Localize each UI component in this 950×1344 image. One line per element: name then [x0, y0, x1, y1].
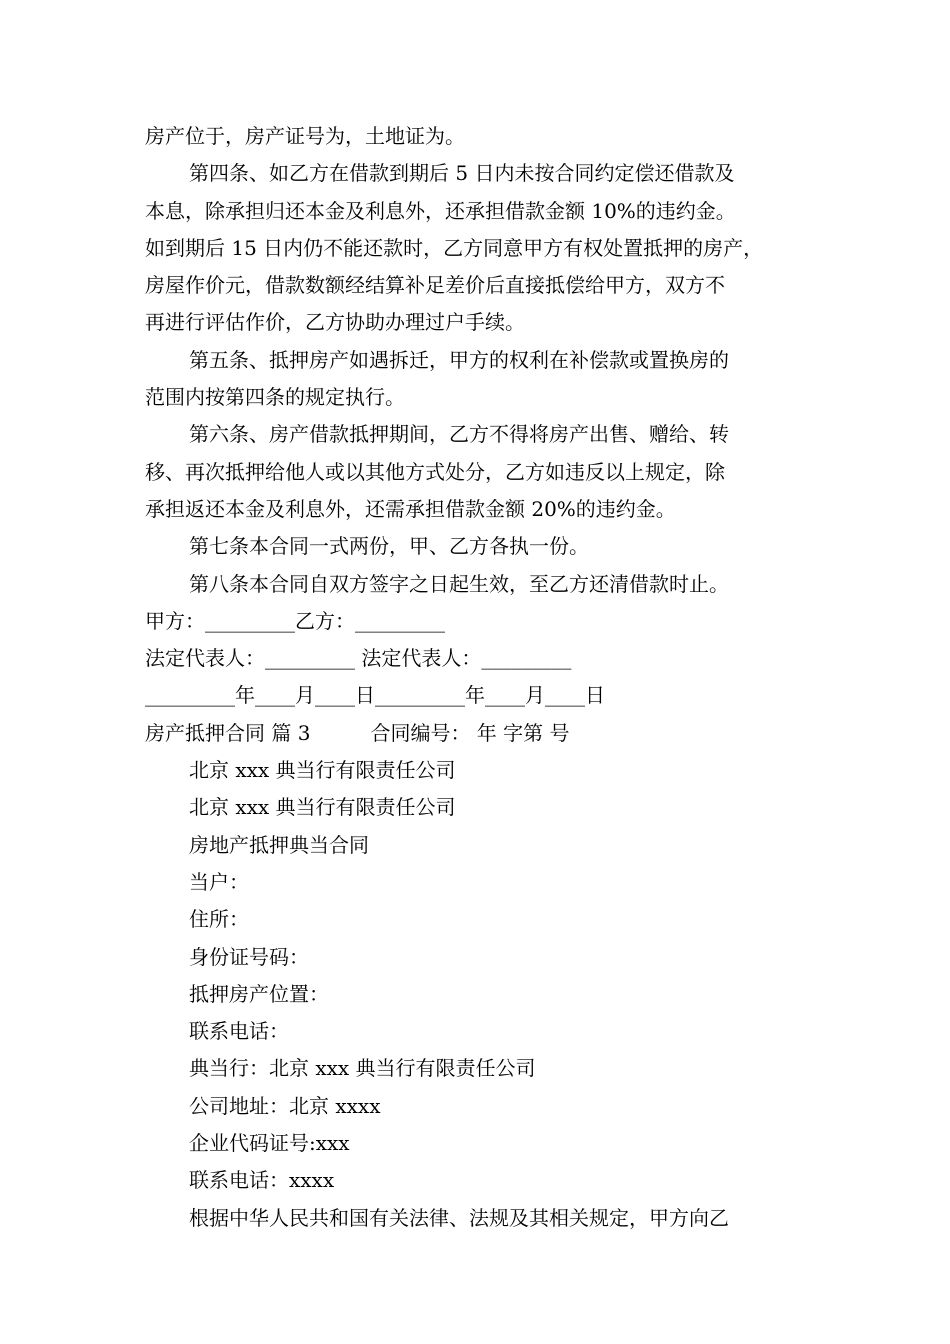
- field-line: 企业代码证号:xxx: [189, 1131, 350, 1156]
- paragraph-line: 再进行评估作价，乙方协助办理过户手续。: [145, 310, 525, 335]
- field-line: 联系电话：xxxx: [189, 1168, 335, 1193]
- paragraph-line: 房屋作价元，借款数额经结算补足差价后直接抵偿给甲方，双方不: [145, 273, 725, 298]
- contract-number: 合同编号： 年 字第 号: [370, 720, 570, 745]
- paragraph-line: 第五条、抵押房产如遇拆迁，甲方的权利在补偿款或置换房的: [189, 347, 729, 372]
- field-line: 当户：: [189, 869, 249, 894]
- paragraph-line: 如到期后 15 日内仍不能还款时，乙方同意甲方有权处置抵押的房产，: [145, 235, 764, 260]
- company-name-line: 北京 xxx 典当行有限责任公司: [189, 795, 456, 820]
- section-title: 房产抵押合同 篇 3: [145, 720, 311, 745]
- signature-line-parties: 甲方：_________乙方：_________: [145, 608, 445, 633]
- signature-line-dates: _________年____月____日_________年____月____日: [145, 683, 605, 708]
- paragraph-line: 本息，除承担归还本金及利息外，还承担借款金额 10%的违约金。: [145, 198, 736, 223]
- paragraph-line: 承担返还本金及利息外，还需承担借款金额 20%的违约金。: [145, 496, 676, 521]
- signature-line-representatives: 法定代表人：_________ 法定代表人：_________: [145, 646, 572, 671]
- paragraph-line: 第四条、如乙方在借款到期后 5 日内未按合同约定偿还借款及: [189, 161, 735, 186]
- paragraph-line: 第八条本合同自双方签字之日起生效，至乙方还清借款时止。: [189, 571, 729, 596]
- field-line: 典当行：北京 xxx 典当行有限责任公司: [189, 1056, 536, 1081]
- field-line: 抵押房产位置：: [189, 981, 329, 1006]
- paragraph-line: 第六条、房产借款抵押期间，乙方不得将房产出售、赠给、转: [189, 422, 729, 447]
- paragraph-line: 根据中华人民共和国有关法律、法规及其相关规定，甲方向乙: [189, 1205, 729, 1230]
- document-body: [145, 118, 810, 1237]
- paragraph-line: 范围内按第四条的规定执行。: [145, 385, 405, 410]
- field-line: 住所：: [189, 907, 249, 932]
- field-line: 身份证号码：: [189, 944, 309, 969]
- field-line: 公司地址：北京 xxxx: [189, 1093, 381, 1118]
- paragraph-line: 房产位于，房产证号为，土地证为。: [145, 124, 465, 148]
- field-line: 联系电话：: [189, 1019, 289, 1044]
- contract-heading: 房地产抵押典当合同: [189, 832, 369, 857]
- paragraph-line: 移、再次抵押给他人或以其他方式处分，乙方如违反以上规定，除: [145, 459, 725, 484]
- paragraph-line: 第七条本合同一式两份，甲、乙方各执一份。: [189, 534, 589, 559]
- section-title-line: [145, 715, 810, 752]
- company-name-line: 北京 xxx 典当行有限责任公司: [189, 758, 456, 783]
